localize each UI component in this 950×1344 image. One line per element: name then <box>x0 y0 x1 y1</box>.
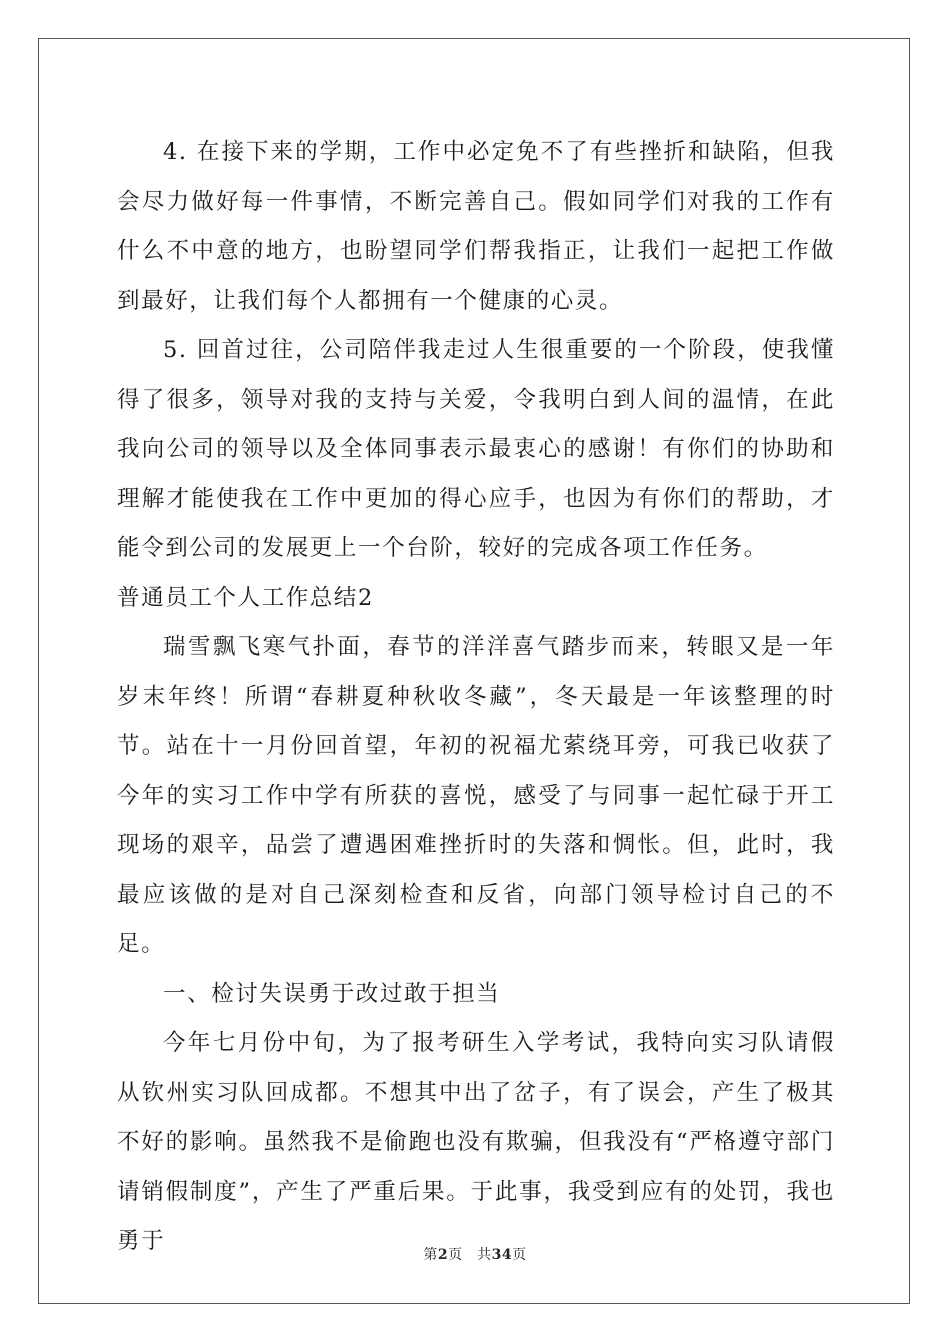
footer-total-pages: 34 <box>491 1247 513 1263</box>
paragraph-item-5: 5. 回首过往，公司陪伴我走过人生很重要的一个阶段，使我懂得了很多，领导对我的支持与关爱，令我明白到人间的温情，在此我向公司的领导以及全体同事表示最衷心的感谢！有你们的协助和理解才能使我在工作中更加的得心应手，也因为有你们的帮助，才能令到公司的发展更上一个台阶，较好的完成各项工作任务。 <box>117 337 835 561</box>
section-title: 普通员工个人工作总结2 <box>117 584 374 611</box>
paragraph-intro: 瑞雪飘飞寒气扑面，春节的洋洋喜气踏步而来，转眼又是一年岁末年终！所谓“春耕夏种秋收冬藏”，冬天最是一年该整理的时节。站在十一月份回首望，年初的祝福尤萦绕耳旁，可我已收获了今年的实习工作中学有所获的喜悦，感受了与同事一起忙碌于开工现场的艰辛，品尝了遭遇困难挫折时的失落和惆怅。但，此时，我最应该做的是对自己深刻检查和反省，向部门领导检讨自己的不足。 <box>117 634 835 957</box>
footer-suffix: 页 <box>512 1247 527 1263</box>
document-body <box>117 128 835 1267</box>
paragraph-body: 今年七月份中旬，为了报考研生入学考试，我特向实习队请假从钦州实习队回成都。不想其中出了岔子，有了误会，产生了极其不好的影响。虽然我不是偷跑也没有欺骗，但我没有“严格遵守部门请销假制度”，产生了严重后果。于此事，我受到应有的处罚，我也勇于 <box>117 1030 835 1254</box>
paragraph-item-4: 4. 在接下来的学期，工作中必定免不了有些挫折和缺陷，但我会尽力做好每一件事情，不断完善自己。假如同学们对我的工作有什么不中意的地方，也盼望同学们帮我指正，让我们一起把工作做到最好，让我们每个人都拥有一个健康的心灵。 <box>117 139 835 314</box>
footer-prefix: 第 <box>423 1247 438 1263</box>
footer-page-number: 2 <box>437 1247 449 1263</box>
subheading: 一、检讨失误勇于改过敢于担当 <box>163 980 501 1007</box>
page-footer <box>0 1244 950 1264</box>
footer-mid: 页 共 <box>448 1247 492 1263</box>
